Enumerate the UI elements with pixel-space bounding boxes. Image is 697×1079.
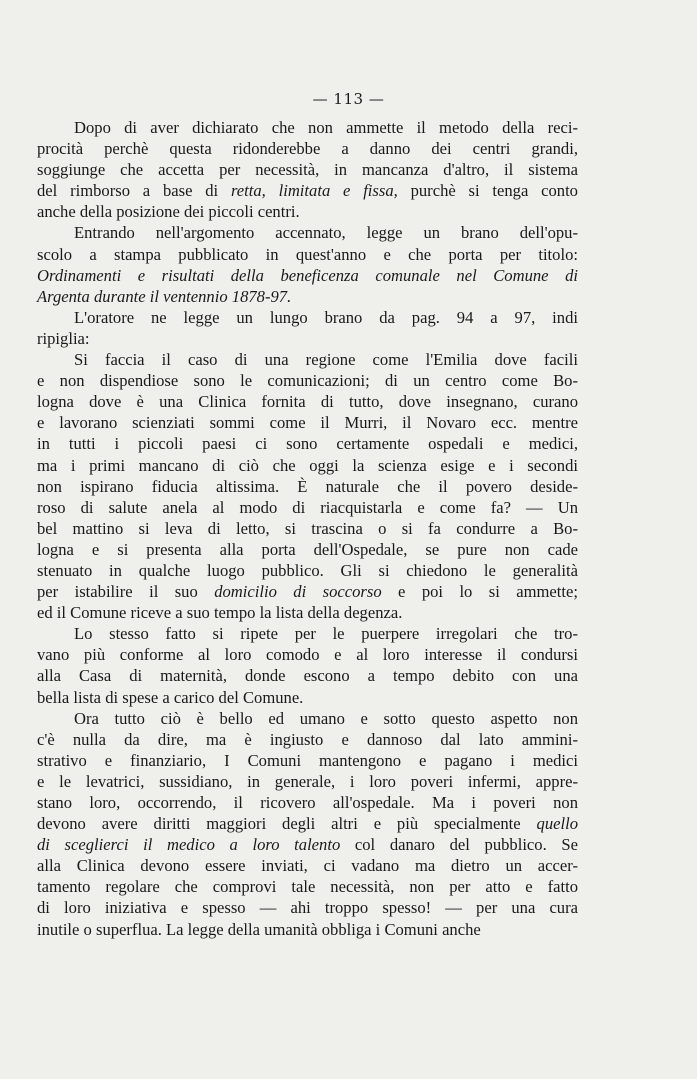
text-line: per istabilire il suo domicilio di soccorso e poi lo si ammette; <box>37 582 578 602</box>
text-line: strativo e finanziario, I Comuni mantengono e pagano i medici <box>37 750 578 770</box>
paragraph <box>37 623 578 707</box>
text-line: di loro iniziativa e spesso — ahi troppo spesso! — per una cura <box>37 898 578 918</box>
paragraph <box>37 708 578 940</box>
text-line: anche della posizione dei piccoli centri. <box>37 202 300 222</box>
paragraph <box>37 307 578 349</box>
text-line: roso di salute anela al modo di riacquistarla e come fa? — Un <box>37 497 578 517</box>
text-line: ed il Comune riceve a suo tempo la lista della degenza. <box>37 603 403 623</box>
text-line: Argenta durante il ventennio 1878-97. <box>37 286 292 306</box>
text-line: bella lista di spese a carico del Comune. <box>37 687 304 707</box>
text-line: stenuato in qualche luogo pubblico. Gli si chiedono le generalità <box>37 560 578 580</box>
paragraph <box>37 117 578 222</box>
text-line: logna dove è una Clinica fornita di tutto, dove insegnano, curano <box>37 392 578 412</box>
text-line: di sceglierci il medico a loro talento col danaro del pubblico. Se <box>37 835 578 855</box>
text-body <box>37 117 578 940</box>
text-line: in tutti i piccoli paesi ci sono certamente ospedali e medici, <box>37 434 578 454</box>
text-line: ma i primi mancano di ciò che oggi la scienza esige e i secondi <box>37 455 578 475</box>
text-line: e le levatrici, sussidiano, in generale, i loro poveri infermi, appre- <box>37 771 578 791</box>
text-line: alla Casa di maternità, donde escono a tempo debito con una <box>37 666 578 686</box>
text-line: stano loro, occorrendo, il ricovero all'ospedale. Ma i poveri non <box>37 793 578 812</box>
text-line: Lo stesso fatto si ripete per le puerpere irregolari che tro- <box>74 624 578 644</box>
text-line: Ordinamenti e risultati della beneficenza comunale nel Comune di <box>37 265 578 285</box>
text-line: bel mattino si leva di letto, si trascina o si fa condurre a Bo- <box>37 518 578 538</box>
paragraph <box>37 349 578 623</box>
text-line: del rimborso a base di retta, limitata e fissa, purchè si tenga conto <box>37 181 578 201</box>
text-line: Dopo di aver dichiarato che non ammette il metodo della reci- <box>74 118 578 137</box>
text-line: logna e si presenta alla porta dell'Ospedale, se pure non cade <box>37 539 578 559</box>
text-line: c'è nulla da dire, ma è ingiusto e dannoso dal lato ammini- <box>37 729 578 749</box>
text-line: inutile o superflua. La legge della umanità obbliga i Comuni anche <box>37 919 481 939</box>
text-line: devono avere diritti maggiori degli altri e più specialmente quello <box>37 814 578 834</box>
text-line: Entrando nell'argomento accennato, legge un brano dell'opu- <box>74 223 578 243</box>
paragraph <box>37 222 578 306</box>
text-line: ripiglia: <box>37 328 90 348</box>
text-line: L'oratore ne legge un lungo brano da pag. 94 a 97, indi <box>74 307 578 327</box>
text-line: Ora tutto ciò è bello ed umano e sotto questo aspetto non <box>74 708 578 728</box>
text-line: vano più conforme al loro comodo e al loro interesse il condursi <box>37 645 578 665</box>
text-line: tamento regolare che comprovi tale necessità, non per atto e fatto <box>37 877 578 897</box>
text-line: alla Clinica devono essere inviati, ci vadano ma dietro un accer- <box>37 856 578 876</box>
text-line: scolo a stampa pubblicato in quest'anno e che porta per titolo: <box>37 244 578 264</box>
text-line: procità perchè questa ridonderebbe a danno dei centri grandi, <box>37 139 578 159</box>
page-number: — 113 — <box>312 90 385 108</box>
text-line: non ispirano fiducia altissima. È naturale che il povero deside- <box>37 476 578 496</box>
text-line: e lavorano scienziati sommi come il Murri, il Novaro ecc. mentre <box>37 413 578 433</box>
text-line: Si faccia il caso di una regione come l'Emilia dove facili <box>74 350 578 370</box>
text-line: e non dispendiose sono le comunicazioni; di un centro come Bo- <box>37 371 578 391</box>
text-line: soggiunge che accetta per necessità, in mancanza d'altro, il sistema <box>37 160 578 180</box>
